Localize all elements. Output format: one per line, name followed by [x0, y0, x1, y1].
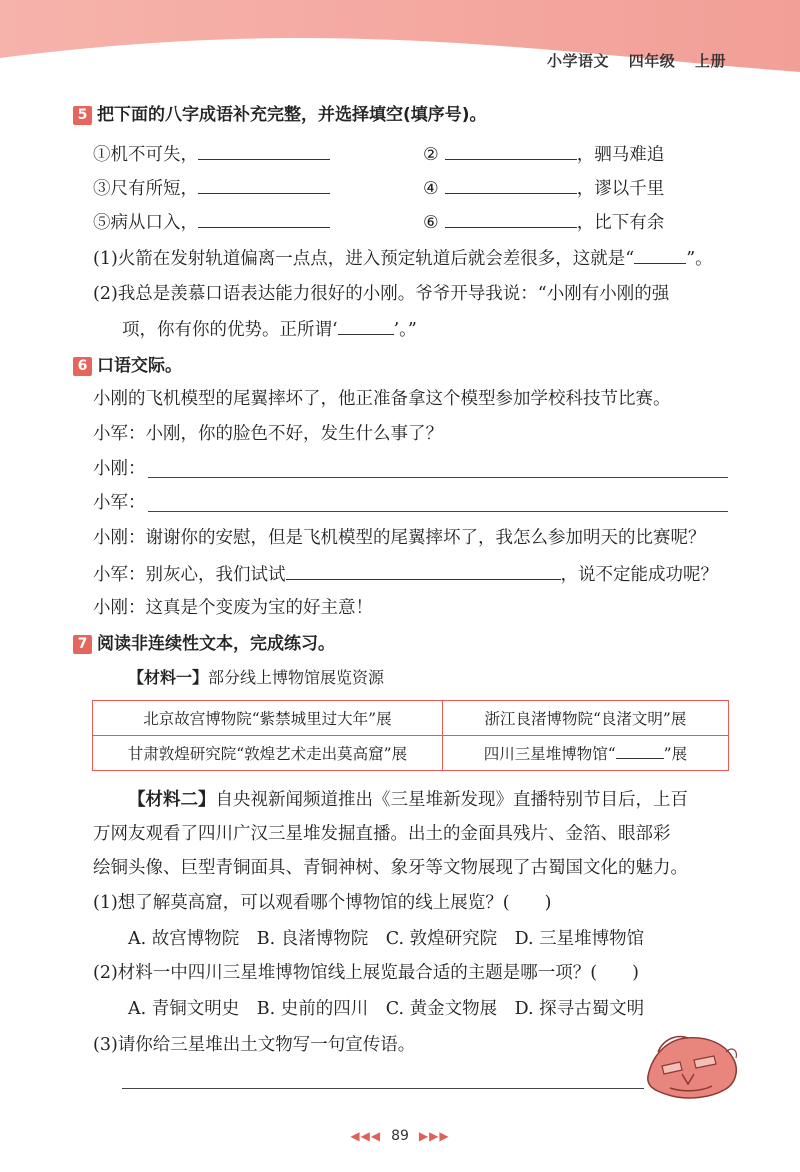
next-arrows-icon: ▶▶▶ — [418, 1129, 450, 1143]
dialogue-text: 小军：别灰心，我们试试 — [93, 565, 286, 585]
q7-sub1-options: A. 故宫博物院 B. 良渚博物院 C. 敦煌研究院 D. 三星堆博物馆 — [128, 929, 645, 949]
bronze-mask-icon — [642, 1032, 742, 1102]
q5-item-label: ⑤病从口入， — [93, 213, 198, 233]
answer-blank[interactable] — [634, 247, 686, 264]
q5-item-suffix: ，谬以千里 — [576, 179, 665, 199]
answer-blank[interactable] — [445, 211, 577, 228]
q5-item-label: ② — [423, 145, 439, 165]
header-grade: 四年级 — [628, 52, 676, 70]
table-row — [93, 701, 729, 736]
header-subject: 小学语文 — [546, 52, 609, 70]
q6-intro: 小刚的飞机模型的尾翼摔坏了，他正准备拿这个模型参加学校科技节比赛。 — [93, 389, 671, 409]
q5-item-4 — [423, 177, 664, 200]
answer-blank[interactable] — [338, 318, 394, 335]
q5-item-2 — [423, 143, 664, 166]
material-1-heading — [128, 667, 384, 689]
q5-sub2-line2 — [122, 318, 417, 341]
q5-number-badge: 5 — [73, 106, 92, 125]
q7-sub2-question: (2)材料一中四川三星堆博物馆线上展览最合适的主题是哪一项？( ) — [93, 963, 639, 983]
q7-title: 阅读非连续性文本，完成练习。 — [97, 634, 335, 654]
q7-sub2-options: A. 青铜文明史 B. 史前的四川 C. 黄金文物展 D. 探寻古蜀文明 — [128, 999, 645, 1019]
answer-blank[interactable] — [616, 744, 664, 759]
page-number: 89 — [391, 1128, 409, 1144]
q7-sub1-question: (1)想了解莫高窟，可以观看哪个博物馆的线上展览？( ) — [93, 893, 552, 913]
material-1-title: 【材料一】 — [128, 668, 209, 687]
answer-line[interactable] — [148, 511, 728, 512]
answer-line[interactable] — [148, 477, 728, 478]
table-cell-text-end: ”展 — [663, 745, 688, 763]
q7-sub3-question: (3)请你给三星堆出土文物写一句宣传语。 — [93, 1035, 416, 1055]
q5-sub2-line1: (2)我总是羡慕口语表达能力很好的小刚。爷爷开导我说：“小刚有小刚的强 — [93, 284, 670, 304]
prev-arrows-icon: ◀◀◀ — [350, 1129, 382, 1143]
q5-heading — [73, 104, 487, 126]
q7-number-badge: 7 — [73, 635, 92, 654]
q5-item-label: ⑥ — [423, 213, 439, 233]
q6-heading — [73, 355, 182, 377]
q5-item-suffix: ，驷马难追 — [576, 145, 665, 165]
q6-number-badge: 6 — [73, 357, 92, 376]
q5-item-5 — [93, 211, 330, 234]
header-title — [547, 50, 726, 71]
q5-sub1-text: (1)火箭在发射轨道偏离一点点，进入预定轨道后就会差很多，这就是“ — [93, 249, 635, 269]
material-2-line3: 绘铜头像、巨型青铜面具、青铜神树、象牙等文物展现了古蜀国文化的魅力。 — [93, 858, 688, 878]
q6-title: 口语交际。 — [97, 356, 182, 376]
table-cell: 浙江良渚博物院“良渚文明”展 — [442, 701, 728, 736]
q5-sub2-text: 项，你有你的优势。正所谓‘ — [122, 320, 338, 340]
answer-line[interactable] — [122, 1088, 644, 1089]
header-band — [0, 0, 800, 92]
table-cell: 北京故宫博物院“紫禁城里过大年”展 — [93, 701, 443, 736]
resource-table — [92, 700, 729, 771]
table-cell-text: 四川三星堆博物馆“ — [483, 745, 616, 763]
material-2-line2: 万网友观看了四川广汉三星堆发掘直播。出土的金面具残片、金箔、眼部彩 — [93, 824, 671, 844]
q5-item-label: ③尺有所短， — [93, 179, 198, 199]
q5-item-6 — [423, 211, 664, 234]
answer-blank[interactable] — [198, 211, 330, 228]
dialogue-line: 小军：小刚，你的脸色不好，发生什么事了？ — [93, 424, 443, 444]
dialogue-line: 小刚：这真是个变废为宝的好主意！ — [93, 598, 373, 618]
answer-blank[interactable] — [198, 177, 330, 194]
table-cell — [442, 736, 728, 771]
q5-item-label: ①机不可失， — [93, 145, 198, 165]
q5-item-suffix: ，比下有余 — [576, 213, 665, 233]
q5-item-3 — [93, 177, 330, 200]
dialogue-line: 小刚： — [93, 459, 146, 479]
q5-sub1 — [93, 247, 713, 270]
q7-heading — [73, 633, 335, 655]
material-2-text: 自央视新闻频道推出《三星堆新发现》直播特别节目后，上百 — [215, 790, 688, 810]
answer-blank[interactable] — [286, 563, 561, 580]
dialogue-line: 小军： — [93, 493, 146, 513]
dialogue-text-end: ，说不定能成功呢？ — [560, 565, 718, 585]
header-volume: 上册 — [694, 52, 726, 70]
q5-title: 把下面的八字成语补充完整，并选择填空(填序号)。 — [97, 105, 487, 125]
table-cell: 甘肃敦煌研究院“敦煌艺术走出莫高窟”展 — [93, 736, 443, 771]
answer-blank[interactable] — [445, 177, 577, 194]
q5-item-1 — [93, 143, 330, 166]
dialogue-line — [93, 563, 718, 586]
page-footer — [0, 1128, 800, 1144]
dialogue-line: 小刚：谢谢你的安慰，但是飞机模型的尾翼摔坏了，我怎么参加明天的比赛呢？ — [93, 528, 706, 548]
answer-blank[interactable] — [198, 143, 330, 160]
table-row — [93, 736, 729, 771]
q5-item-label: ④ — [423, 179, 439, 199]
material-1-text: 部分线上博物馆展览资源 — [208, 668, 385, 687]
material-2-title: 【材料二】 — [128, 790, 216, 810]
material-2-line1 — [128, 789, 688, 811]
answer-blank[interactable] — [445, 143, 577, 160]
q5-sub2-end: ’。” — [393, 320, 417, 340]
q5-sub1-end: ”。 — [686, 249, 713, 269]
